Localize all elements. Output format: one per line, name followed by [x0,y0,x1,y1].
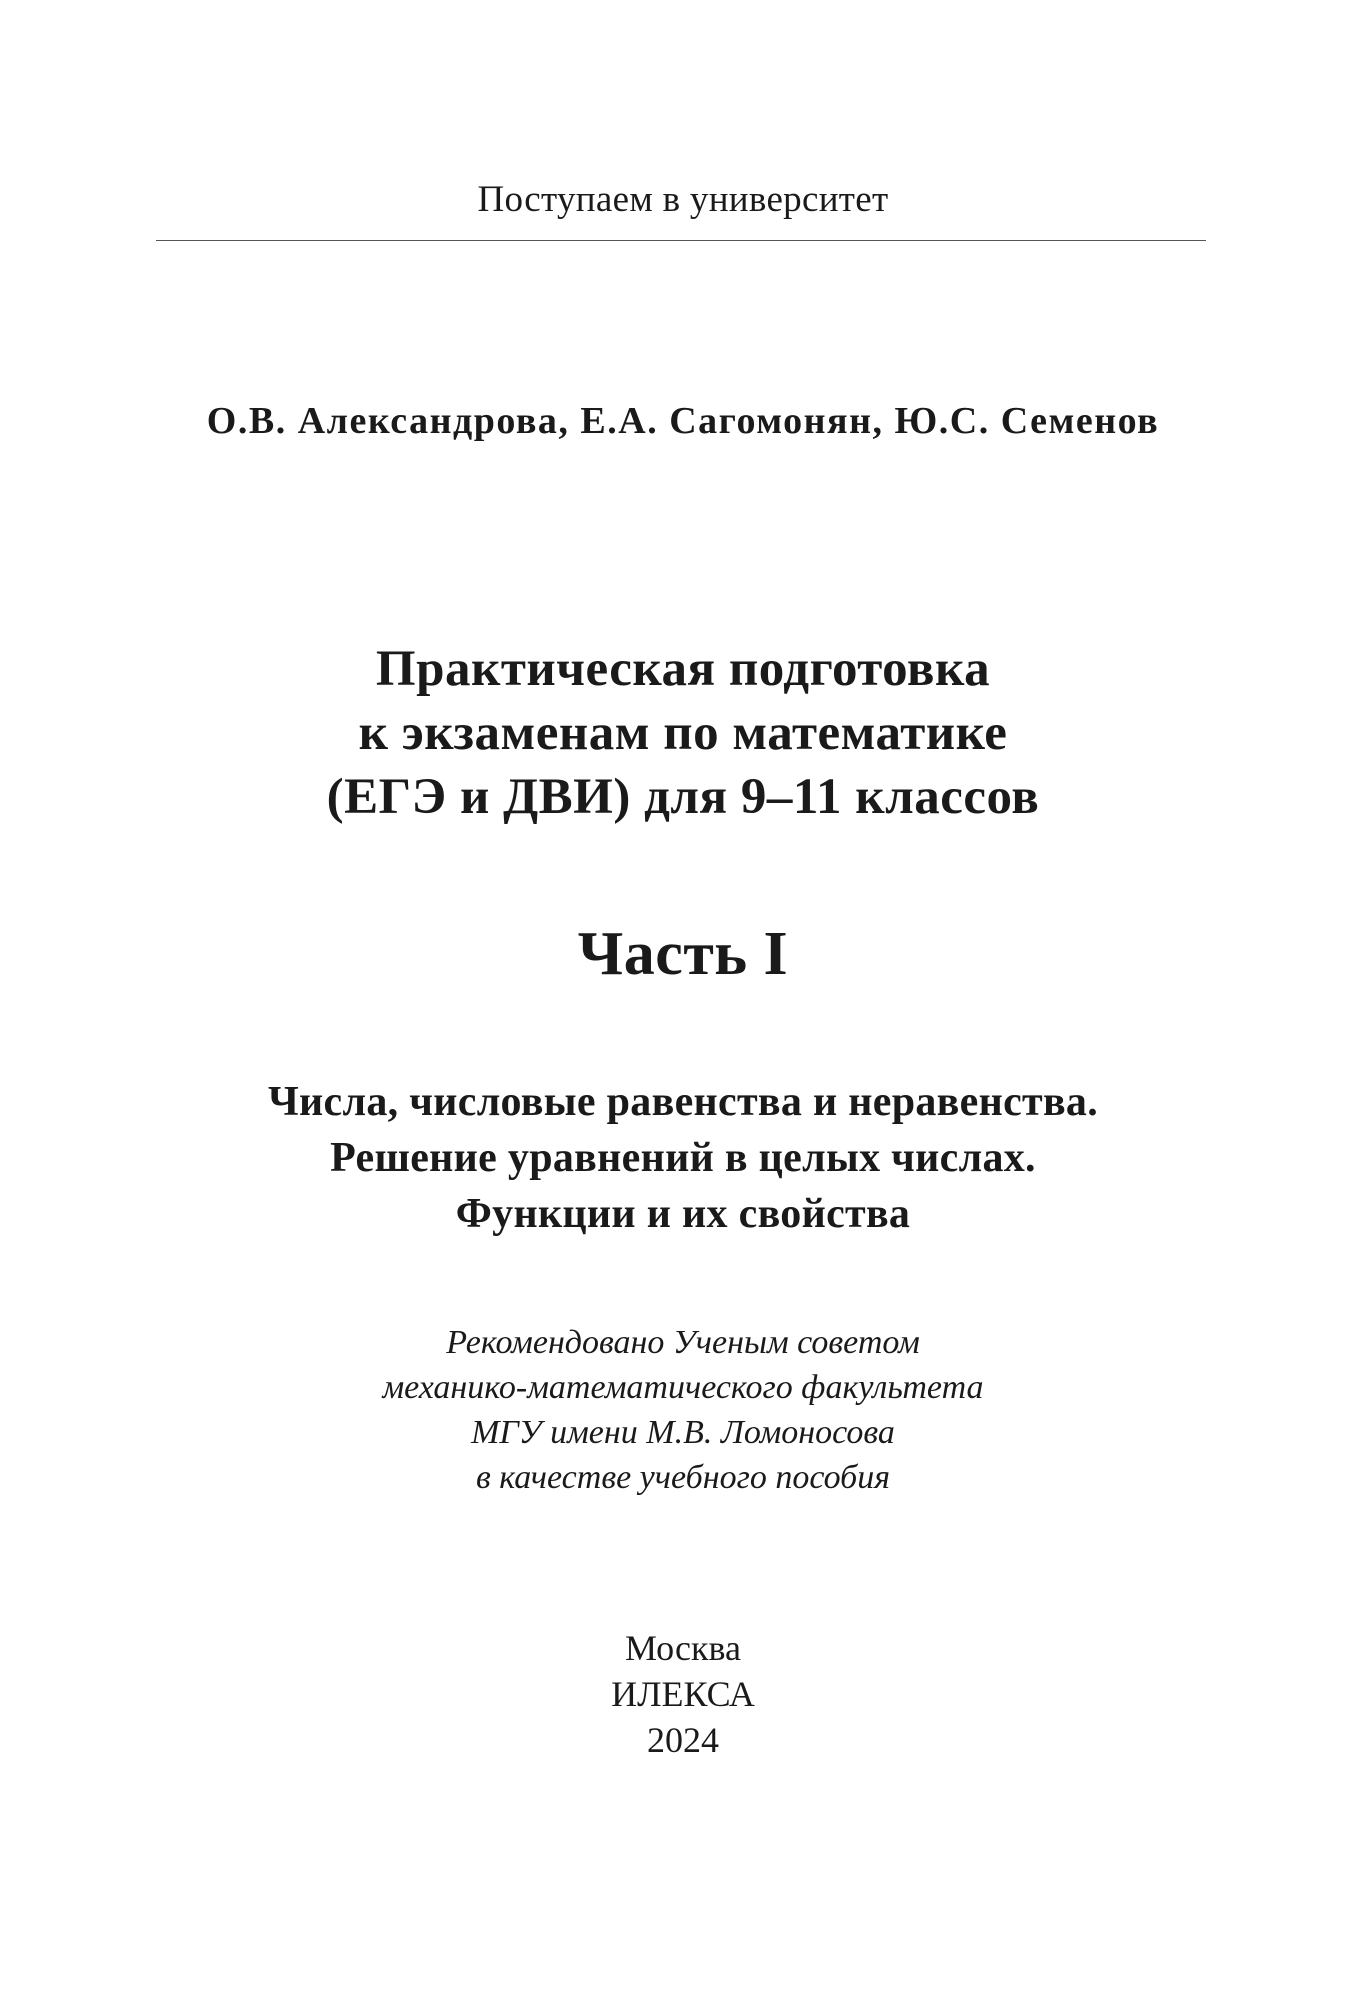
imprint [0,1625,1366,1763]
subtitle-line: Функции и их свойства [455,1191,911,1237]
recommendation-line: МГУ имени М.В. Ломоносова [471,1414,895,1451]
header-divider [156,240,1206,241]
book-title [0,637,1366,829]
part-label: Часть I [577,920,789,988]
imprint-city: Москва [625,1628,741,1668]
recommendation-line: механико-математического факультета [382,1369,984,1406]
recommendation-line: в качестве учебного пособия [475,1459,891,1496]
imprint-publisher: ИЛЕКСА [611,1674,755,1714]
recommendation-line: Рекомендовано Ученым советом [446,1324,920,1361]
title-line: Практическая подготовка [375,641,991,697]
imprint-year: 2024 [647,1720,719,1760]
title-line: к экзаменам по математике [358,705,1008,761]
recommendation-note [0,1320,1366,1500]
subtitle-line: Числа, числовые равенства и неравенства. [267,1079,1099,1125]
book-subtitle [0,1074,1366,1242]
authors: О.В. Александрова, Е.А. Сагомонян, Ю.С. Семенов [206,400,1160,442]
series-name: Поступаем в университет [477,179,889,220]
subtitle-line: Решение уравнений в целых числах. [330,1135,1036,1181]
title-line: (ЕГЭ и ДВИ) для 9–11 классов [326,769,1040,825]
